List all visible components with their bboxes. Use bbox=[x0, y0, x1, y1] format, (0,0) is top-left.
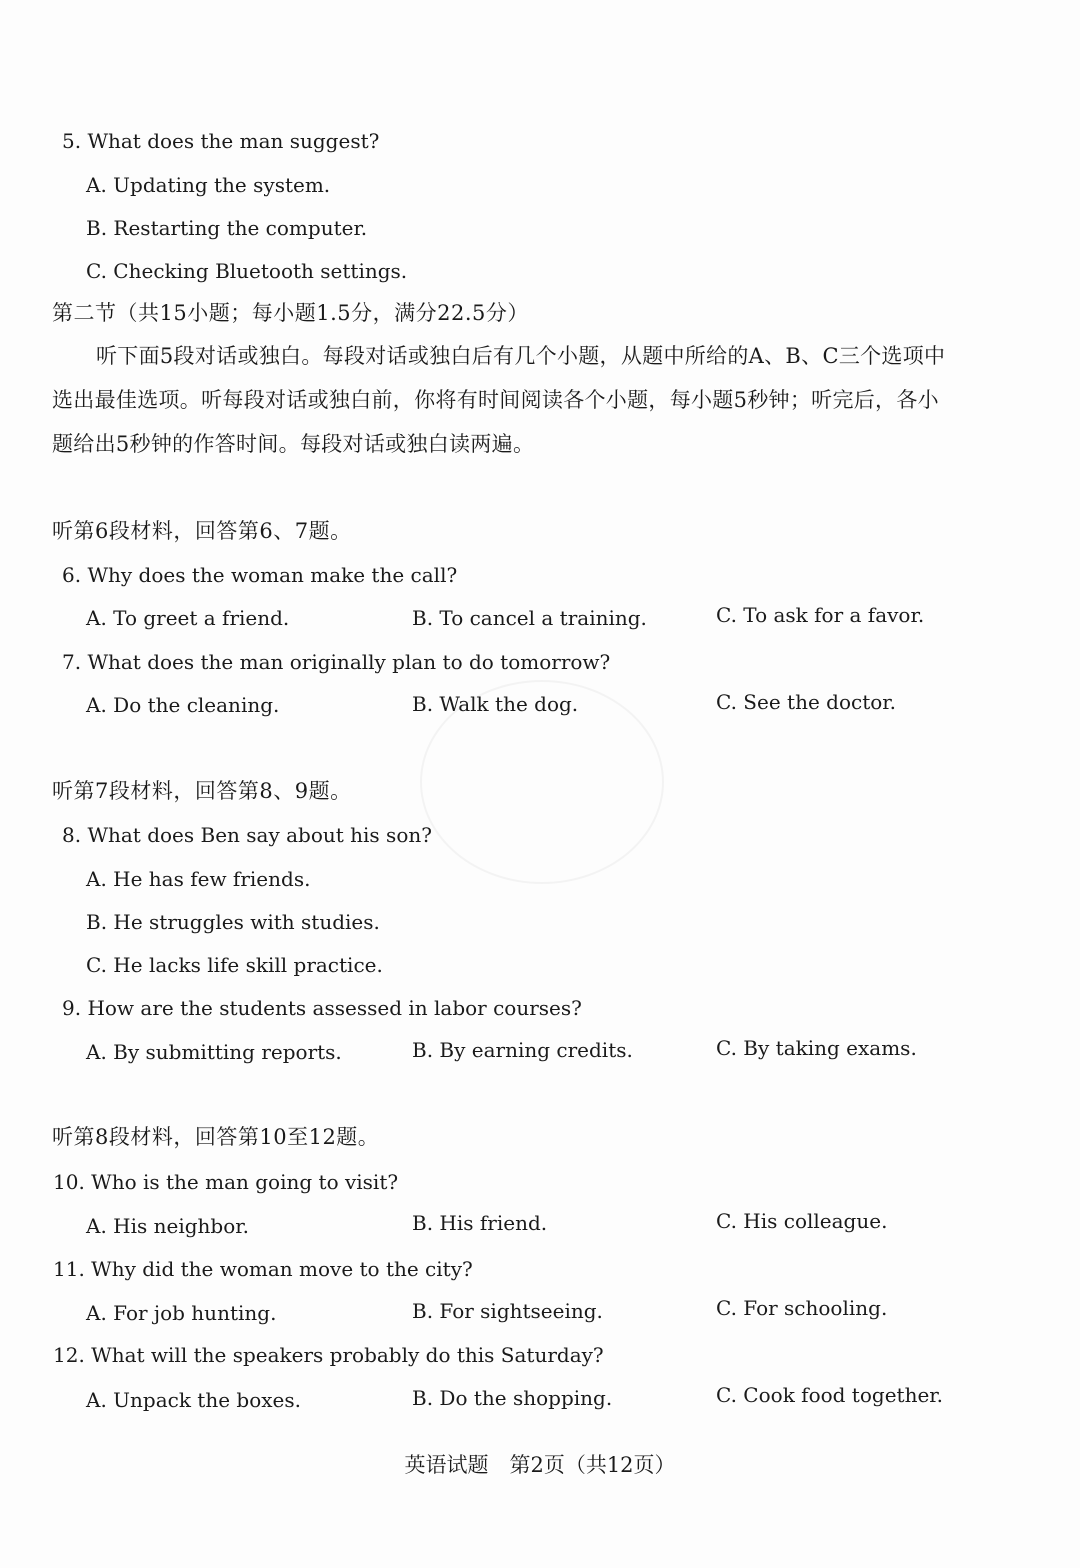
q11-option-b: B. For sightseeing. bbox=[412, 1299, 603, 1323]
q11-option-c: C. For schooling. bbox=[716, 1296, 888, 1320]
q6-option-b: B. To cancel a training. bbox=[412, 606, 647, 630]
q6-option-c: C. To ask for a favor. bbox=[716, 603, 925, 627]
q8-option-a: A. He has few friends. bbox=[86, 867, 311, 891]
question-11: 11. Why did the woman move to the city? bbox=[53, 1257, 473, 1281]
question-7: 7. What does the man originally plan to do tomorrow? bbox=[62, 650, 611, 674]
q11-option-a: A. For job hunting. bbox=[86, 1301, 277, 1325]
question-8: 8. What does Ben say about his son? bbox=[62, 823, 432, 847]
q6-option-a: A. To greet a friend. bbox=[86, 606, 290, 630]
q7-option-b: B. Walk the dog. bbox=[412, 692, 579, 716]
material-7-intro: 听第7段材料，回答第8、9题。 bbox=[52, 779, 352, 803]
question-6: 6. Why does the woman make the call? bbox=[62, 563, 458, 587]
q10-option-a: A. His neighbor. bbox=[86, 1214, 249, 1238]
question-10: 10. Who is the man going to visit? bbox=[53, 1170, 399, 1194]
q5-option-a: A. Updating the system. bbox=[86, 173, 331, 197]
material-8-intro: 听第8段材料，回答第10至12题。 bbox=[52, 1125, 380, 1149]
q10-option-b: B. His friend. bbox=[412, 1211, 548, 1235]
q10-option-c: C. His colleague. bbox=[716, 1209, 888, 1233]
q12-option-c: C. Cook food together. bbox=[716, 1383, 944, 1407]
q7-option-c: C. See the doctor. bbox=[716, 690, 896, 714]
question-5: 5. What does the man suggest? bbox=[62, 129, 380, 153]
page-footer: 英语试题 第2页（共12页） bbox=[404, 1453, 676, 1477]
question-12: 12. What will the speakers probably do this Saturday? bbox=[53, 1343, 604, 1367]
section-2-instructions: 听下面5段对话或独白。每段对话或独白后有几个小题，从题中所给的A、B、C三个选项中选出最佳选项。听每段对话或独白前，你将有时间阅读各个小题，每小题5秒钟；听完后，各小题给出5秒钟的作答时间。每段对话或独白读两遍。 bbox=[52, 344, 946, 456]
q5-option-c: C. Checking Bluetooth settings. bbox=[86, 259, 408, 283]
q7-option-a: A. Do the cleaning. bbox=[86, 693, 280, 717]
q8-option-b: B. He struggles with studies. bbox=[86, 910, 380, 934]
q9-option-c: C. By taking exams. bbox=[716, 1036, 917, 1060]
section-2-header: 第二节（共15小题；每小题1.5分，满分22.5分） bbox=[52, 301, 529, 325]
material-6-intro: 听第6段材料，回答第6、7题。 bbox=[52, 519, 352, 543]
q5-option-b: B. Restarting the computer. bbox=[86, 216, 368, 240]
q12-option-a: A. Unpack the boxes. bbox=[86, 1388, 301, 1412]
q9-option-b: B. By earning credits. bbox=[412, 1038, 633, 1062]
question-9: 9. How are the students assessed in labor courses? bbox=[62, 996, 582, 1020]
q9-option-a: A. By submitting reports. bbox=[86, 1040, 342, 1064]
q12-option-b: B. Do the shopping. bbox=[412, 1386, 613, 1410]
q8-option-c: C. He lacks life skill practice. bbox=[86, 953, 383, 977]
